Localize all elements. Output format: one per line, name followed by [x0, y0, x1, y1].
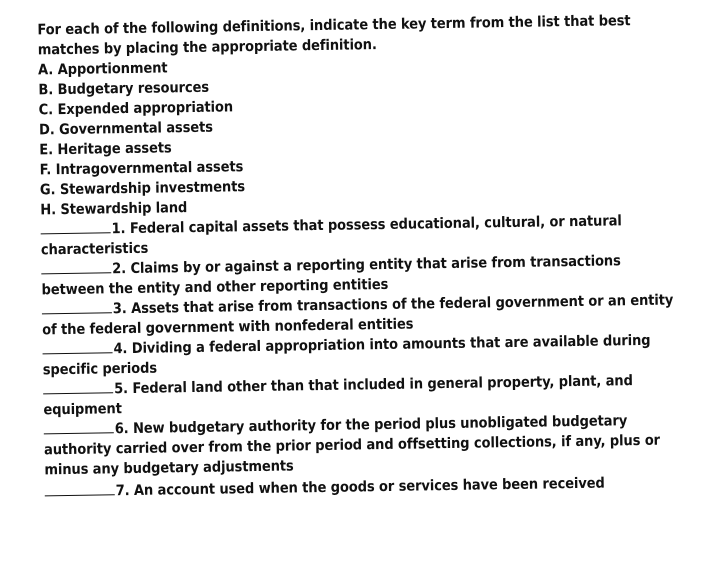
- answer-blank-6[interactable]: [44, 420, 114, 434]
- definition-2-text: 2. Claims by or against a reporting entity that arise from transactions: [112, 253, 621, 278]
- term-d: D. Governmental assets: [38, 119, 214, 139]
- definition-3-cont: of the federal government with nonfederal entities: [42, 316, 414, 339]
- definition-6-cont: authority carried over from the prior period and offsetting collections, if any, plus or: [43, 432, 661, 459]
- definition-7: [45, 475, 605, 502]
- instructions-line-1: [37, 12, 644, 40]
- term-e: E. Heritage assets: [39, 140, 172, 159]
- answer-blank-3[interactable]: [42, 300, 112, 314]
- term-f: F. Intragovernmental assets: [39, 159, 244, 179]
- definition-3-text: 3. Assets that arise from transactions of the federal government or an entity: [112, 292, 674, 318]
- answer-blank-7[interactable]: [45, 482, 115, 496]
- definition-5-cont: equipment: [43, 401, 122, 419]
- term-g: G. Stewardship investments: [39, 179, 246, 199]
- term-b: B. Budgetary resources: [38, 79, 210, 99]
- definition-2-cont: between the entity and other reporting entities: [41, 276, 389, 299]
- instructions-text-1: For each of the following definitions, indicate the key term from the list that best: [37, 13, 631, 39]
- term-h: H. Stewardship land: [40, 200, 188, 219]
- answer-blank-1[interactable]: [40, 220, 110, 234]
- answer-blank-2[interactable]: [41, 260, 111, 274]
- answer-blank-5[interactable]: [43, 380, 113, 394]
- definition-4-cont: specific periods: [42, 360, 158, 379]
- definition-4-text: 4. Dividing a federal appropriation into amounts that are available during: [113, 332, 651, 358]
- term-a: A. Apportionment: [37, 60, 168, 79]
- definition-6-cont-2: minus any budgetary adjustments: [44, 458, 294, 479]
- instructions-line-2: [38, 36, 377, 59]
- definition-1-cont: characteristics: [40, 240, 149, 259]
- term-c: C. Expended appropriation: [38, 99, 234, 119]
- instructions-text-2: matches by placing the appropriate definition.: [37, 37, 377, 59]
- definition-7-text: 7. An account used when the goods or services have been received: [115, 475, 605, 500]
- definition-1-text: 1. Federal capital assets that possess educational, cultural, or natural: [111, 213, 622, 238]
- answer-blank-4[interactable]: [42, 340, 112, 354]
- definition-5-text: 5. Federal land other than that included in general property, plant, and: [114, 373, 633, 398]
- definition-6-text: 6. New budgetary authority for the period plus unobligated budgetary: [114, 413, 628, 438]
